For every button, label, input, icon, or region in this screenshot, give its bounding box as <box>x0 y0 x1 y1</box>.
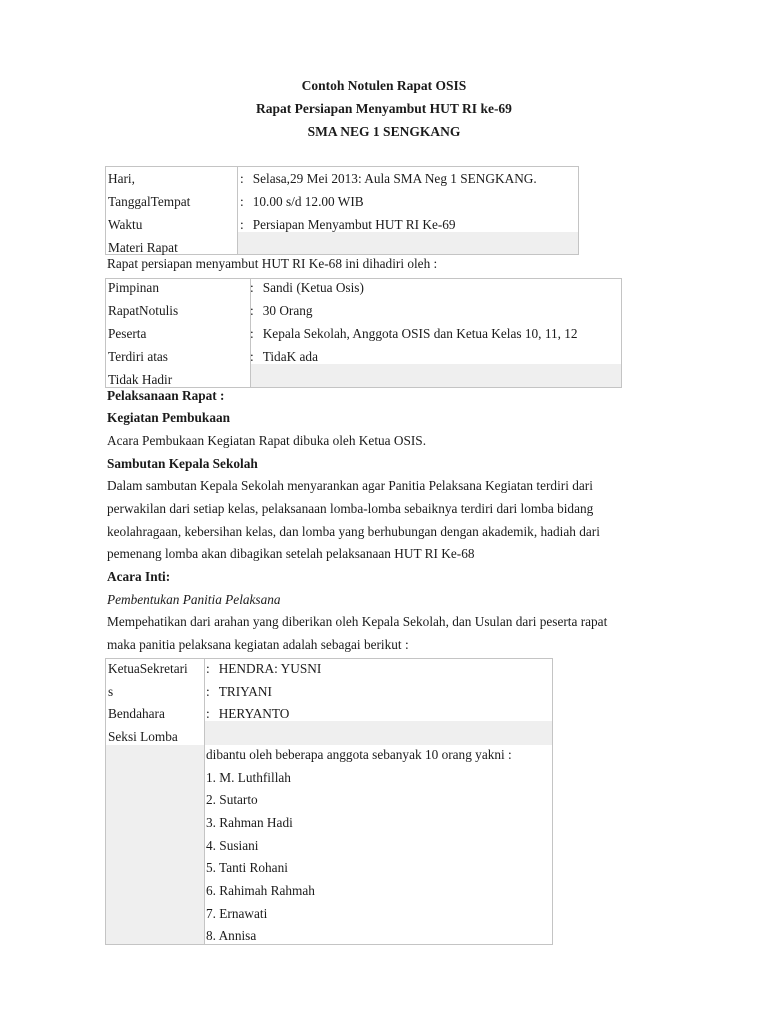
opening-text: Acara Pembukaan Kegiatan Rapat dibuka oleh Ketua OSIS. <box>107 433 427 448</box>
helper-list-item: 8. Annisa <box>206 928 257 943</box>
info-label-time: Waktu <box>108 217 143 232</box>
section-heading-main: Acara Inti: <box>107 569 171 584</box>
speech-text-line: pemenang lomba akan dibagikan setelah pelaksanaan HUT RI Ke-68 <box>107 546 475 561</box>
helper-list-item: 6. Rahimah Rahmah <box>206 883 315 898</box>
attendance-value-leader: : Sandi (Ketua Osis) <box>250 280 364 295</box>
committee-label-chair-secretary: KetuaSekretari <box>108 661 188 676</box>
committee-value-chair-secretary: : HENDRA: YUSNI <box>206 661 322 676</box>
committee-label-competition: Seksi Lomba <box>108 729 178 744</box>
speech-text-line: perwakilan dari setiap kelas, pelaksanaan lomba-lomba sebaiknya terdiri dari lomba bidang <box>107 501 594 516</box>
committee-table <box>105 658 553 945</box>
helper-list-item: 7. Ernawati <box>206 906 268 921</box>
attendance-label-absent: Tidak Hadir <box>108 372 173 387</box>
document-title: Contoh Notulen Rapat OSIS <box>301 78 467 93</box>
attendance-intro: Rapat persiapan menyambut HUT RI Ke-68 ini dihadiri oleh : <box>107 256 438 271</box>
section-heading-opening: Kegiatan Pembukaan <box>107 410 231 425</box>
attendance-value-members: : Kepala Sekolah, Anggota OSIS dan Ketua Kelas 10, 11, 12 <box>250 326 578 341</box>
section-heading-implementation: Pelaksanaan Rapat : <box>107 388 225 403</box>
info-value-time: : 10.00 s/d 12.00 WIB <box>240 194 364 209</box>
attendance-label-consists: Terdiri atas <box>108 349 168 364</box>
committee-value-treasurer: : HERYANTO <box>206 706 290 721</box>
document-subtitle: Rapat Persiapan Menyambut HUT RI ke-69 <box>256 101 512 116</box>
school-name: SMA NEG 1 SENGKANG <box>307 124 461 139</box>
helper-list-item: 5. Tanti Rohani <box>206 860 288 875</box>
attendance-value-absent: : TidaK ada <box>250 349 318 364</box>
committee-intro-line: maka panitia pelaksana kegiatan adalah sebagai berikut : <box>107 637 409 652</box>
helper-list-item: 4. Susiani <box>206 838 259 853</box>
committee-intro-line: Mempehatikan dari arahan yang diberikan oleh Kepala Sekolah, dan Usulan dari peserta rapat <box>107 614 608 629</box>
committee-value-member: : TRIYANI <box>206 684 272 699</box>
helpers-intro: dibantu oleh beberapa anggota sebanyak 10 orang yakni : <box>206 747 512 762</box>
attendance-label-leader: Pimpinan <box>108 280 159 295</box>
section-heading-speech: Sambutan Kepala Sekolah <box>107 456 258 471</box>
attendance-value-count: : 30 Orang <box>250 303 313 318</box>
info-label-topic: Materi Rapat <box>108 240 178 255</box>
committee-label-wrap: s <box>108 684 114 699</box>
info-value-day: : Selasa,29 Mei 2013: Aula SMA Neg 1 SENGKANG. <box>240 171 537 186</box>
attendance-label-notulis: RapatNotulis <box>108 303 179 318</box>
attendance-label-participants: Peserta <box>108 326 147 341</box>
committee-label-treasurer: Bendahara <box>108 706 165 721</box>
info-value-topic: : Persiapan Menyambut HUT RI Ke-69 <box>240 217 456 232</box>
helper-list-item: 3. Rahman Hadi <box>206 815 293 830</box>
info-label-day: Hari, <box>108 171 135 186</box>
speech-text-line: Dalam sambutan Kepala Sekolah menyarankan agar Panitia Pelaksana Kegiatan terdiri dari <box>107 478 593 493</box>
info-label-date-place: TanggalTempat <box>108 194 191 209</box>
speech-text-line: keolahragaan, kebersihan kelas, dan lomba yang berhubungan dengan akademik, hadiah dari <box>107 524 600 539</box>
helper-list-item: 1. M. Luthfillah <box>206 770 291 785</box>
subsection-heading-committee: Pembentukan Panitia Pelaksana <box>107 592 281 607</box>
helper-list-item: 2. Sutarto <box>206 792 258 807</box>
